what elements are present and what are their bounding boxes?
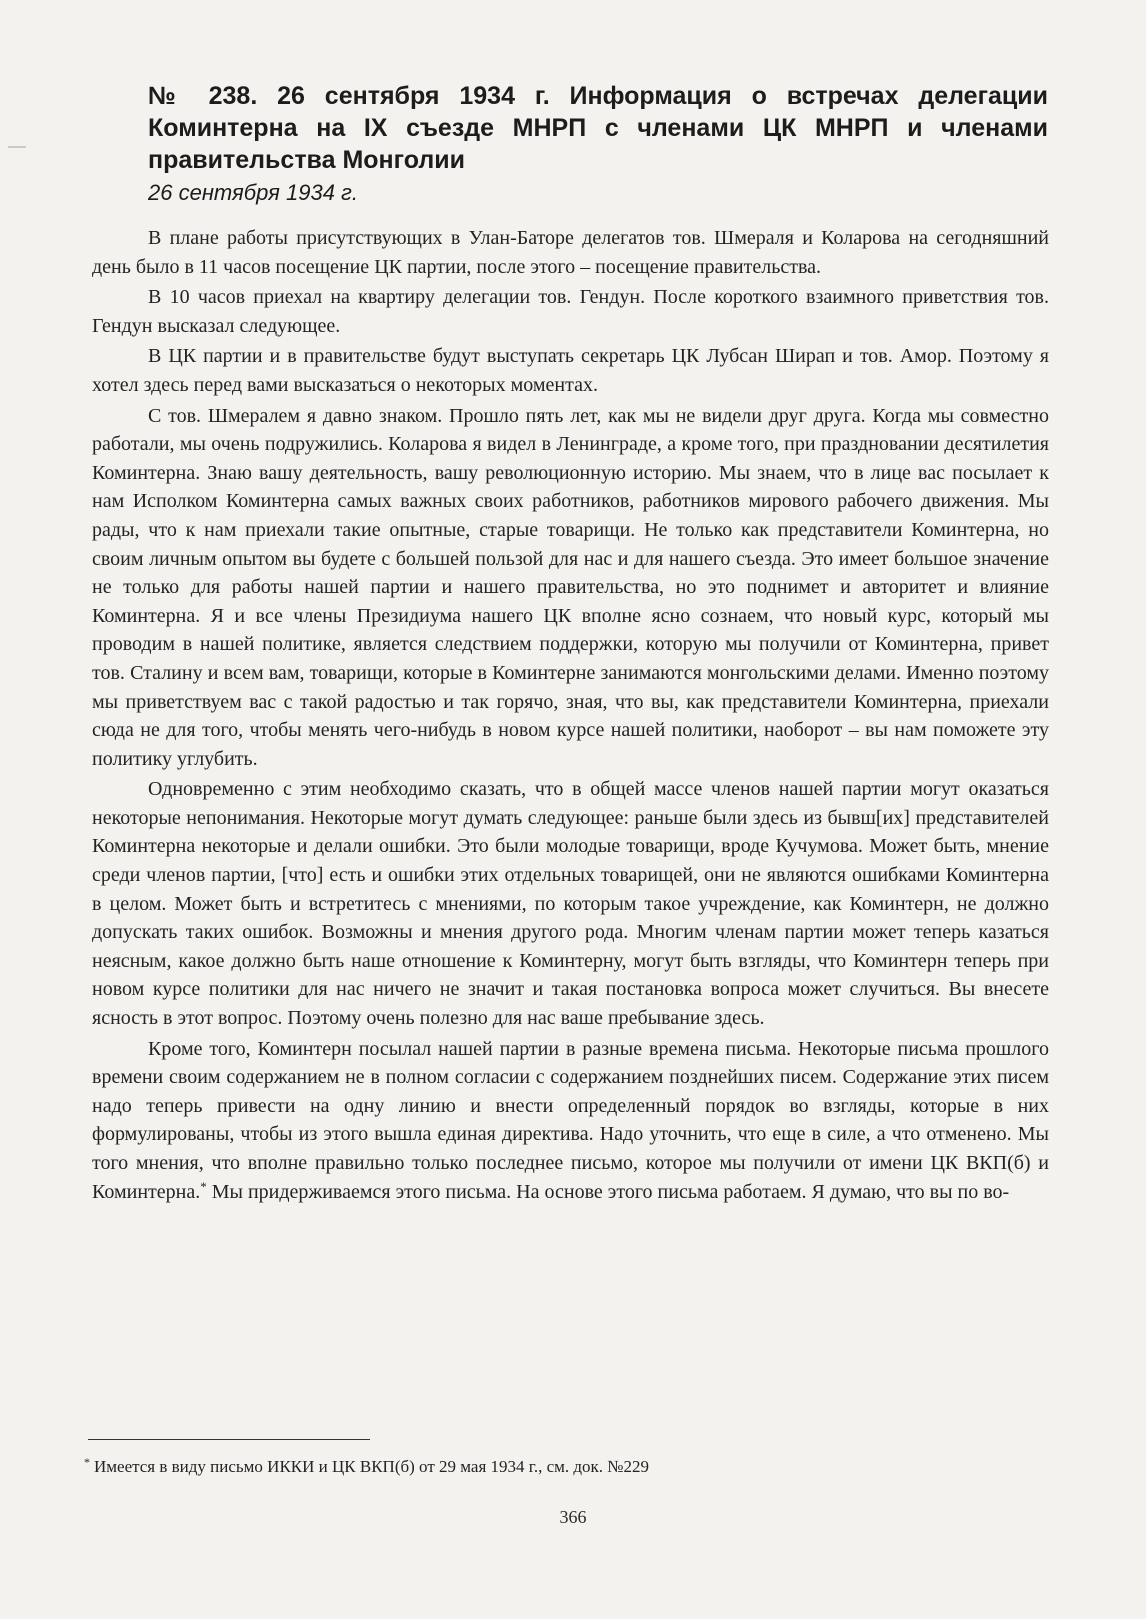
footnote [84, 1456, 649, 1478]
footnote-star: * [84, 1455, 90, 1469]
scan-speck [8, 146, 26, 148]
document-date: 26 сентября 1934 г. [148, 180, 358, 205]
page-number: 366 [559, 1507, 587, 1527]
paragraph: С тов. Шмералем я давно знаком. Прошло пять лет, как мы не видели друг друга. Когда мы совместно работали, мы очень подружились. Коларова я видел в Ленинграде, а кроме того, при праздновании десятилетия Коминтерна. Знаю вашу деятельность, вашу революционную историю. Мы знаем, что в лице вас посылает к нам Исполком Коминтерна самых важных своих работников, работников мирового рабочего движения. Мы рады, что к нам приехали такие опытные, старые товарищи. Не только как представители Коминтерна, но своим личным опытом вы будете с большей пользой для нас и для нашего съезда. Это имеет большое значение не только для работы нашей партии и нашего правительства, но это поднимет и авторитет и влияние Коминтерна. Я и все члены Президиума нашего ЦК вполне ясно сознаем, что новый курс, который мы проводим в нашей политике, является следствием поддержки, которую мы получили от Коминтерна, привет тов. Сталину и всем вам, товарищи, которые в Коминтерне занимаются монгольскими делами. Именно поэтому мы приветствуем вас с такой радостью и так горячо, зная, что вы, как представители Коминтерна, приехали сюда не для того, чтобы менять чего-нибудь в новом курсе нашей политики, наоборот – вы нам поможете эту политику углубить. [92, 404, 1049, 770]
paragraph-last-tail: Мы придерживаемся этого письма. На основе этого письма работаем. Я думаю, что вы по во- [206, 1180, 1010, 1203]
footnote-text: Имеется в виду письмо ИККИ и ЦК ВКП(б) от 29 мая 1934 г., см. док. №229 [94, 1457, 649, 1476]
paragraph: В 10 часов приехал на квартиру делегации тов. Гендун. После короткого взаимного приветствия тов. Гендун высказал следующее. [92, 286, 1049, 337]
paragraph-last-main: Кроме того, Коминтерн посылал нашей партии в разные времена письма. Некоторые письма прошлого времени своим содержанием не в полном согласии с содержанием позднейших писем. Содержание этих писем надо теперь привести на одну линию и внести определенный порядок во взгляды, которые в них формулированы, чтобы из этого вышла единая директива. Надо уточнить, что еще в силе, а что отменено. Мы того мнения, что вполне правильно только последнее письмо, которое мы получили от имени ЦК ВКП(б) и Коминтерна. [92, 1037, 1049, 1203]
document-heading: № 238. 26 сентября 1934 г. Информация о встречах делегации Коминтерна на IX съезде МНРП с членами ЦК МНРП и членами правительства Монголии [148, 82, 1048, 174]
document-body [92, 224, 1049, 1208]
footnote-marker: * [200, 1178, 207, 1194]
paragraph-last [92, 1035, 1049, 1207]
footnote-divider [88, 1439, 370, 1440]
paragraph: Одновременно с этим необходимо сказать, что в общей массе членов нашей партии могут оказаться некоторые непонимания. Некоторые могут думать следующее: раньше были здесь из бывш[их] представителей Коминтерна некоторые и делали ошибки. Это были молодые товарищи, вроде Кучумова. Может быть, мнение среди членов партии, [что] есть и ошибки этих отдельных товарищей, они не являются ошибками Коминтерна в целом. Может быть и встретитесь с мнениями, по которым такое учреждение, как Коминтерн, не должно допускать таких ошибок. Возможны и мнения другого рода. Многим членам партии может теперь казаться неясным, какое должно быть наше отношение к Коминтерну, могут быть взгляды, что Коминтерн теперь при новом курсе политики для нас ничего не значит и такая постановка вопроса может случиться. Вы внесете ясность в этот вопрос. Поэтому очень полезно для нас ваше пребывание здесь. [92, 778, 1049, 1030]
paragraph: В ЦК партии и в правительстве будут выступать секретарь ЦК Лубсан Ширап и тов. Амор. Поэтому я хотел здесь перед вами высказаться о некоторых моментах. [92, 345, 1049, 396]
paragraph: В плане работы присутствующих в Улан-Баторе делегатов тов. Шмераля и Коларова на сегодняшний день было в 11 часов посещение ЦК партии, после этого – посещение правительства. [92, 227, 1049, 278]
